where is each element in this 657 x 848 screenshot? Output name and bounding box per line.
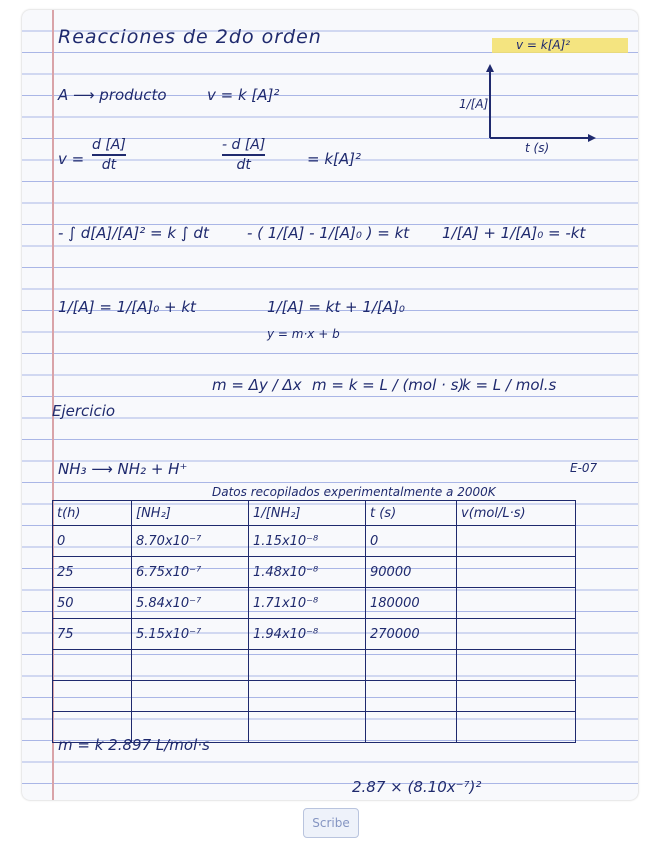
result-line: m = k 2.897 L/mol·s	[58, 736, 210, 754]
reaction-line: A ⟶ producto	[58, 86, 167, 104]
exercise-label: Ejercicio	[52, 402, 116, 420]
cell	[132, 681, 249, 712]
rate-den-2: dt	[236, 156, 251, 173]
rate-num-2: - d [A]	[222, 137, 266, 153]
cell: 6.75x10⁻⁷	[132, 557, 249, 588]
cell: 5.84x10⁻⁷	[132, 588, 249, 619]
table-row	[53, 681, 576, 712]
fraction-bar	[92, 154, 126, 156]
table-row	[53, 588, 576, 619]
scribe-badge[interactable]: Scribe	[303, 808, 359, 838]
col-header-time-h: t(h)	[53, 501, 132, 526]
rate-den-1: dt	[101, 156, 117, 173]
highlight-note: v = k[A]²	[516, 38, 571, 52]
graph-y-label: 1/[A]	[459, 97, 489, 111]
cell	[457, 526, 576, 557]
table-header-row	[53, 501, 576, 526]
slope-def: m = Δy / Δx	[212, 376, 302, 394]
cell: 8.70x10⁻⁷	[132, 526, 249, 557]
linear-mapping: y = m·x + b	[267, 327, 340, 341]
cell: 1.94x10⁻⁸	[249, 619, 366, 650]
table-row	[53, 650, 576, 681]
cell: 1.71x10⁻⁸	[249, 588, 366, 619]
linear-eq: 1/[A] = 1/[A]₀ + kt	[58, 298, 196, 316]
cell	[132, 650, 249, 681]
cell	[249, 712, 366, 743]
cell	[457, 712, 576, 743]
cell	[53, 650, 132, 681]
k-units: k = L / mol.s	[462, 376, 557, 394]
cell	[366, 712, 457, 743]
rate-rhs: = k[A]²	[307, 150, 362, 168]
exercise-reaction: NH₃ ⟶ NH₂ + H⁺	[58, 460, 188, 478]
graph-x-label: t (s)	[525, 141, 550, 155]
cell	[249, 681, 366, 712]
linear-eq-2: 1/[A] = kt + 1/[A]₀	[267, 298, 405, 316]
cell: 75	[53, 619, 132, 650]
col-header-rate: v(mol/L·s)	[457, 501, 576, 526]
rate-fraction-1	[92, 138, 126, 172]
table-row	[53, 526, 576, 557]
col-header-conc: [NH₂]	[132, 501, 249, 526]
result-calc: 2.87 × (8.10x⁻⁷)²	[352, 778, 482, 796]
integral-rearranged: 1/[A] + 1/[A]₀ = -kt	[442, 224, 586, 242]
notebook-page	[22, 10, 638, 800]
exercise-code: E-07	[570, 461, 598, 475]
col-header-time-s: t (s)	[366, 501, 457, 526]
integral-result: - ( 1/[A] - 1/[A]₀ ) = kt	[247, 224, 410, 242]
cell	[366, 650, 457, 681]
cell: 90000	[366, 557, 457, 588]
table-row	[53, 557, 576, 588]
cell	[53, 681, 132, 712]
cell	[457, 557, 576, 588]
cell	[457, 681, 576, 712]
cell	[249, 650, 366, 681]
cell: 1.48x10⁻⁸	[249, 557, 366, 588]
rate-v-prefix: v =	[58, 150, 85, 168]
rate-fraction-2	[222, 138, 265, 172]
col-header-inverse-conc: 1/[NH₂]	[249, 501, 366, 526]
cell: 0	[366, 526, 457, 557]
rate-num-1: d [A]	[92, 137, 126, 153]
cell	[366, 681, 457, 712]
cell: 180000	[366, 588, 457, 619]
cell: 5.15x10⁻⁷	[132, 619, 249, 650]
data-note: Datos recopilados experimentalmente a 2000K	[212, 485, 496, 499]
cell	[457, 588, 576, 619]
integral-line: - ∫ d[A]/[A]² = k ∫ dt	[58, 224, 209, 242]
data-table	[52, 500, 576, 743]
page-title: Reacciones de 2do orden	[58, 26, 322, 48]
cell: 25	[53, 557, 132, 588]
fraction-bar	[222, 154, 265, 156]
cell: 1.15x10⁻⁸	[249, 526, 366, 557]
cell	[457, 619, 576, 650]
slope-units: m = k = L / (mol · s)	[312, 376, 465, 394]
rate-law: v = k [A]²	[207, 86, 280, 104]
cell	[457, 650, 576, 681]
table-row	[53, 619, 576, 650]
cell: 270000	[366, 619, 457, 650]
cell: 0	[53, 526, 132, 557]
cell: 50	[53, 588, 132, 619]
